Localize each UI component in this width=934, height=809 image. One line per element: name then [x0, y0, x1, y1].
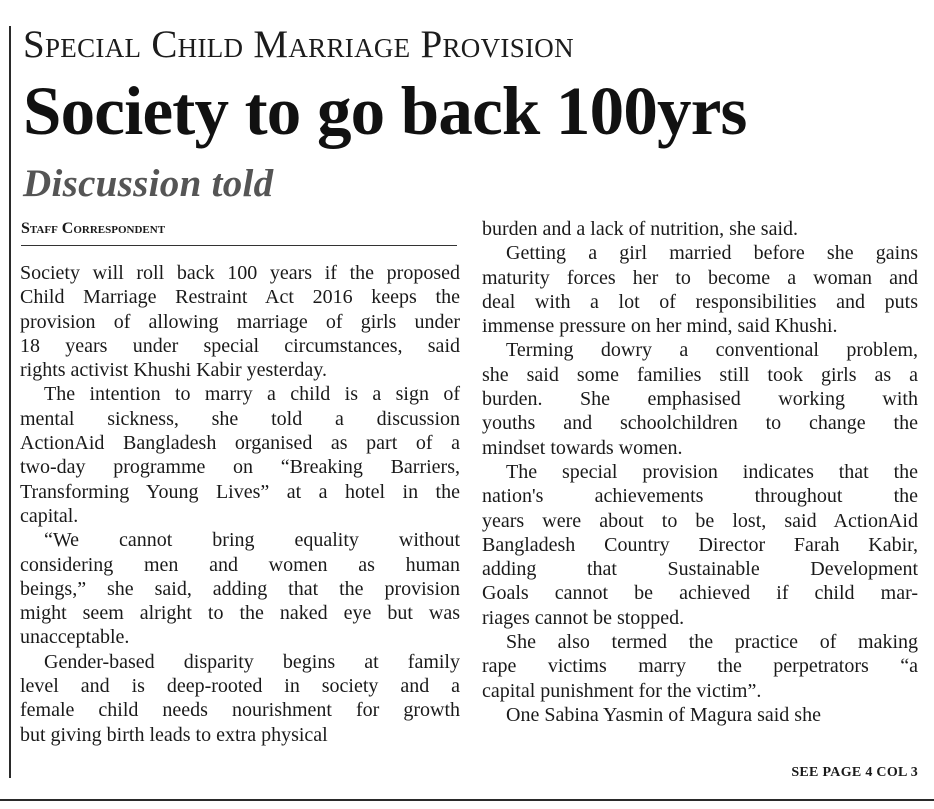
text-line: two-day programme on “Breaking Barriers, — [20, 456, 460, 479]
left-column-paragraph — [20, 261, 460, 382]
right-column-paragraph — [482, 217, 918, 241]
text-line: rights activist Khushi Kabir yesterday. — [20, 359, 327, 382]
left-column-paragraph — [20, 528, 460, 649]
right-column-paragraph — [482, 703, 918, 727]
text-line: level and is deep-rooted in society and a — [20, 675, 460, 698]
text-line: ActionAid Bangladesh organised as part of a — [20, 432, 460, 455]
right-column-paragraph — [482, 460, 918, 630]
text-line: deal with a lot of responsibilities and puts — [482, 290, 918, 313]
text-line: rape victims marry the perpetrators “a — [482, 655, 918, 678]
text-line: Bangladesh Country Director Farah Kabir, — [482, 533, 918, 556]
text-line: youths and schoolchildren to change the — [482, 412, 918, 435]
text-line: mental sickness, she told a discussion — [20, 407, 460, 430]
text-line: but giving birth leads to extra physical — [20, 723, 328, 746]
text-line: maturity forces her to become a woman and — [482, 266, 918, 289]
headline: Society to go back 100yrs — [23, 73, 747, 149]
text-line: mindset towards women. — [482, 436, 683, 459]
text-line: Goals cannot be achieved if child mar- — [482, 582, 918, 605]
text-line: The special provision indicates that the — [506, 460, 918, 483]
text-line: Child Marriage Restraint Act 2016 keeps the — [20, 286, 460, 309]
text-line: nation's achievements throughout the — [482, 485, 918, 508]
text-line: 18 years under special circumstances, said — [20, 334, 460, 357]
text-line: might seem alright to the naked eye but was — [20, 602, 460, 625]
right-column-paragraph — [482, 630, 918, 703]
text-line: immense pressure on her mind, said Khushi. — [482, 315, 838, 338]
text-line: Society will roll back 100 years if the proposed — [20, 262, 460, 284]
left-column-paragraph — [20, 650, 460, 747]
left-column-rule — [9, 26, 11, 778]
text-line: provision of allowing marriage of girls under — [20, 310, 460, 333]
left-column — [20, 261, 460, 747]
left-column-paragraph — [20, 382, 460, 528]
subhead: Discussion told — [23, 162, 274, 205]
byline: Staff Correspondent — [21, 220, 166, 237]
text-line: Gender-based disparity begins at family — [44, 650, 460, 673]
text-line: Terming dowry a conventional problem, — [506, 339, 918, 362]
text-line: female child needs nourishment for growth — [20, 699, 460, 722]
text-line: capital. — [20, 504, 79, 527]
text-line: Getting a girl married before she gains — [506, 242, 918, 265]
continuation-note: SEE PAGE 4 COL 3 — [791, 765, 918, 780]
text-line: She also termed the practice of making — [506, 631, 918, 654]
right-column-paragraph — [482, 338, 918, 459]
text-line: burden. She emphasised working with — [482, 388, 918, 411]
text-line: riages cannot be stopped. — [482, 606, 685, 629]
kicker: Special Child Marriage Provision — [23, 23, 574, 66]
text-line: unacceptable. — [20, 626, 130, 649]
text-line: considering men and women as human — [20, 553, 460, 576]
text-line: years were about to be lost, said ActionAid — [482, 509, 918, 532]
byline-divider — [21, 245, 457, 246]
bottom-rule — [0, 799, 934, 801]
text-line: adding that Sustainable Development — [482, 558, 918, 581]
right-column-paragraph — [482, 241, 918, 338]
right-column — [482, 217, 918, 727]
text-line: capital punishment for the victim”. — [482, 679, 762, 702]
text-line: The intention to marry a child is a sign of — [44, 383, 460, 406]
text-line: One Sabina Yasmin of Magura said she — [506, 703, 821, 726]
text-line: she said some families still took girls as a — [482, 363, 918, 386]
text-line: “We cannot bring equality without — [44, 529, 460, 552]
text-line: beings,” she said, adding that the provision — [20, 577, 460, 600]
text-line: burden and a lack of nutrition, she said. — [482, 218, 799, 240]
text-line: Transforming Young Lives” at a hotel in the — [20, 480, 460, 503]
